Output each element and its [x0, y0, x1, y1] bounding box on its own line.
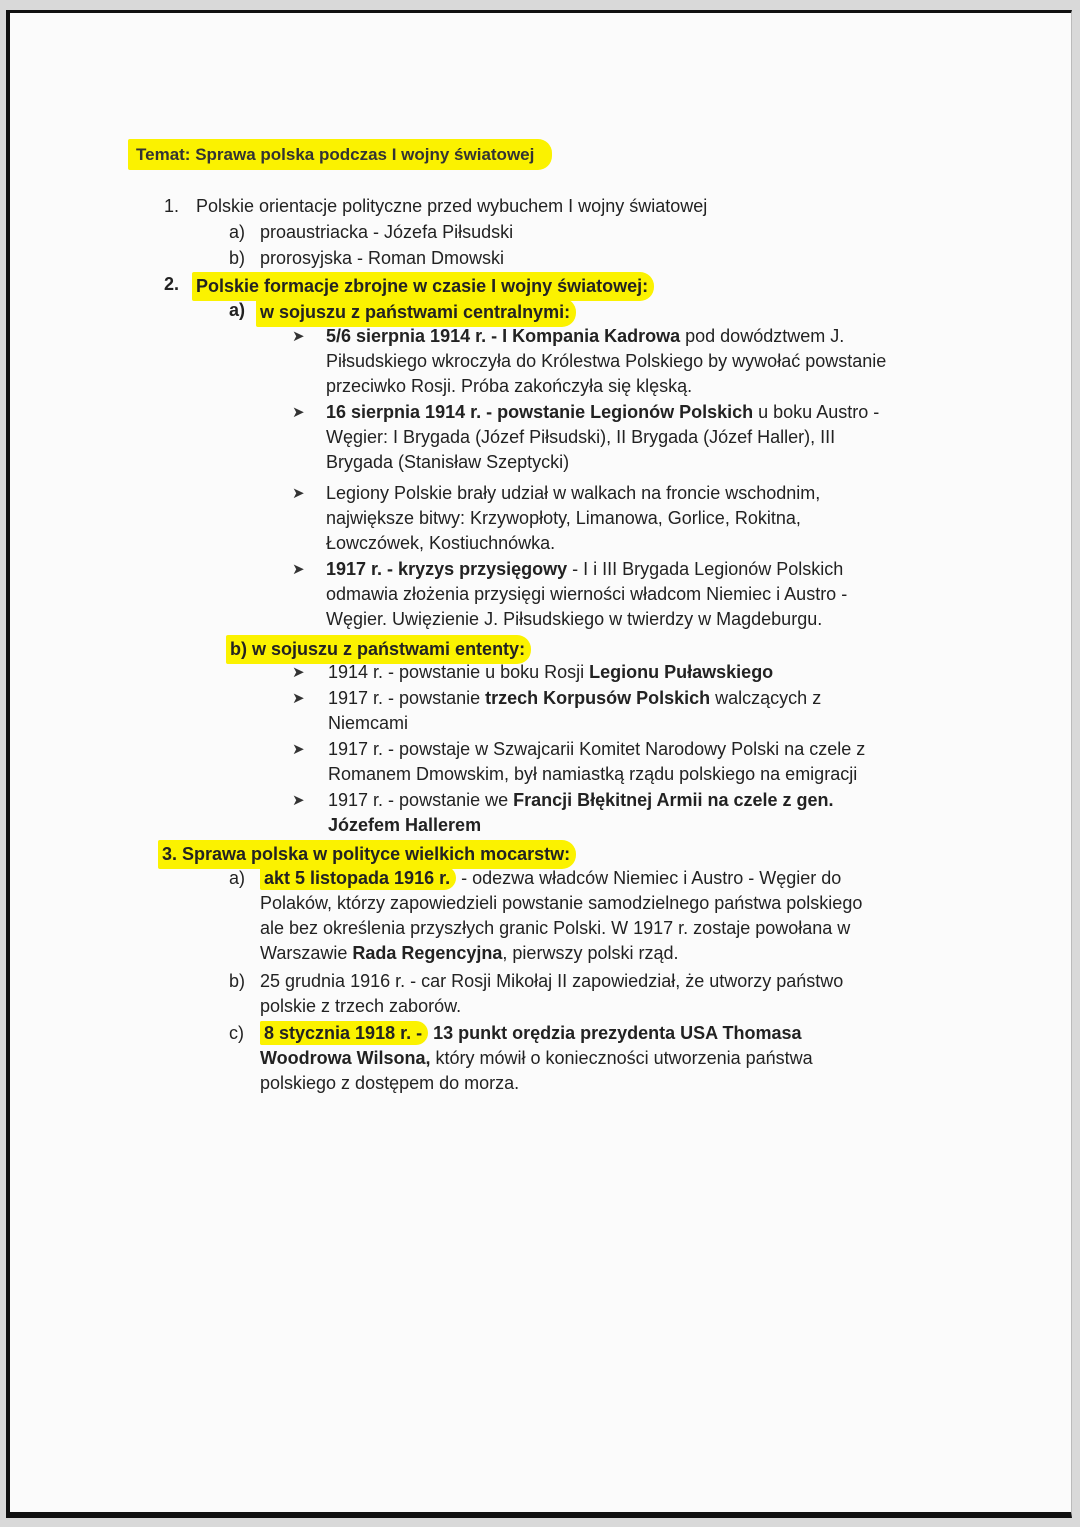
arrow-bullet-icon: ➤	[292, 664, 305, 681]
section-1-heading: Polskie orientacje polityczne przed wybuchem I wojny światowej	[196, 196, 708, 216]
arrow-bullet-icon: ➤	[292, 404, 305, 421]
arrow-bullet-icon: ➤	[292, 690, 305, 707]
section-3-heading: Sprawa polska w polityce wielkich mocarstw:	[182, 844, 571, 864]
arrow-bullet-icon: ➤	[292, 561, 305, 578]
page-title: Temat: Sprawa polska podczas I wojny światowej	[128, 145, 552, 165]
arrow-bullet-icon: ➤	[292, 485, 305, 502]
section-2-heading: Polskie formacje zbrojne w czasie I wojny światowej:	[192, 272, 654, 301]
arrow-bullet-icon: ➤	[292, 328, 305, 345]
arrow-bullet-icon: ➤	[292, 741, 305, 758]
arrow-bullet-icon: ➤	[292, 792, 305, 809]
